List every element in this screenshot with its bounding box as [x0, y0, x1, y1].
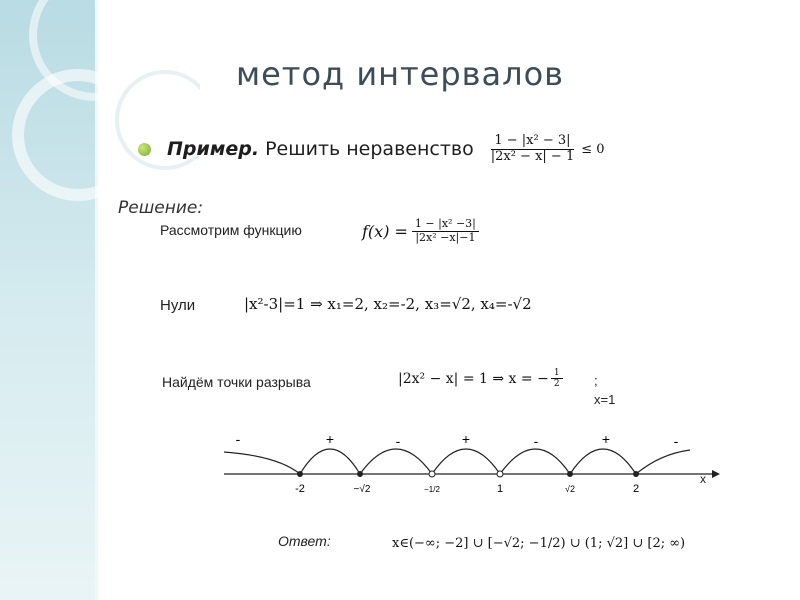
point-label: √2	[565, 484, 575, 494]
interval-arc	[570, 449, 636, 474]
page-title: метод интервалов	[235, 55, 565, 93]
function-denominator: |2x² −x|−1	[415, 230, 476, 244]
sign-label: +	[461, 431, 471, 447]
open-point	[429, 471, 435, 477]
zeros-formula: |x²-3|=1 ⇒ x₁=2, x₂=-2, x₃=√2, x₄=-√2	[244, 295, 532, 313]
closed-point	[567, 471, 573, 477]
interval-arc	[500, 449, 570, 474]
sign-label: +	[325, 431, 335, 447]
point-label: 2	[632, 483, 640, 495]
zeros-label: Нули	[160, 297, 196, 314]
sign-label: -	[395, 433, 401, 449]
interval-arc	[360, 449, 432, 474]
axis-label: x	[700, 472, 706, 486]
example-text: Решить неравенство	[265, 138, 474, 160]
breaks-x-equals-1: x=1	[594, 392, 616, 407]
point-label: -2	[295, 483, 305, 495]
inequality-numerator: 1 − |x² − 3|	[491, 134, 573, 150]
point-label: −√2	[353, 484, 371, 495]
closed-point	[357, 471, 363, 477]
sign-label: -	[673, 433, 679, 449]
breaks-formula: |2x² − x| = 1 ⇒ x = −	[398, 370, 549, 387]
breaks-semicolon: ;	[594, 373, 598, 388]
answer-formula: x∈(−∞; −2] ∪ [−√2; −1/2) ∪ (1; √2] ∪ [2; ∞)	[392, 536, 686, 551]
breaks-fraction-numerator: 1	[551, 368, 563, 379]
point-label: 1	[496, 483, 504, 495]
answer-label: Ответ:	[278, 533, 331, 549]
sign-label: +	[601, 431, 611, 447]
breaks-label: Найдём точки разрыва	[162, 374, 311, 390]
interval-arc	[300, 449, 360, 474]
interval-arc	[432, 449, 500, 474]
consider-label: Рассмотрим функцию	[160, 222, 302, 238]
sign-label: -	[533, 433, 539, 449]
inequality-relation: ≤ 0	[581, 141, 605, 157]
breaks-fraction-denominator: 2	[553, 379, 560, 390]
function-lhs: f(x) =	[362, 221, 408, 241]
solution-label: Решение:	[118, 198, 204, 218]
example-label: Пример.	[167, 138, 260, 160]
function-numerator: 1 − |x² −3|	[412, 218, 479, 232]
interval-arc	[224, 452, 300, 474]
open-point	[497, 471, 503, 477]
sign-label: -	[235, 431, 241, 447]
closed-point	[633, 471, 639, 477]
interval-arc	[636, 450, 690, 474]
closed-point	[297, 471, 303, 477]
inequality-denominator: |2x² − x| − 1	[490, 148, 575, 164]
point-label: −1/2	[424, 485, 440, 494]
axis-arrow-icon	[712, 470, 720, 478]
